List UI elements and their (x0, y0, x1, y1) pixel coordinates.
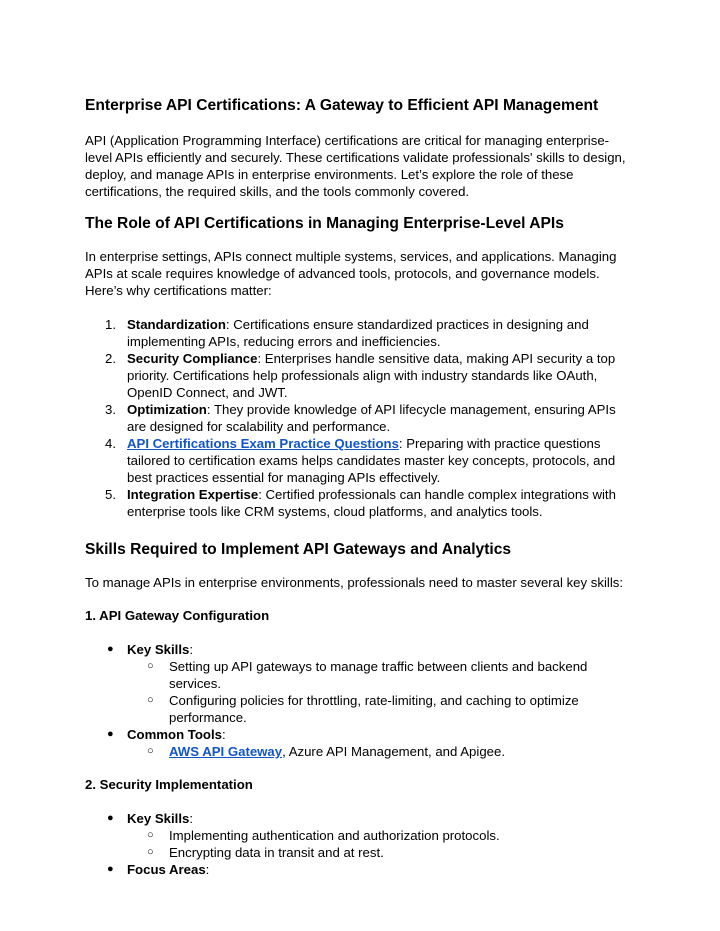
section-heading-role: The Role of API Certifications in Managing Enterprise-Level APIs (85, 215, 564, 232)
list-text: : Certifications ensure standardized practices in designing and implementing APIs, reducing errors and inefficiencies. (127, 317, 589, 349)
list-term: Key Skills (127, 642, 190, 657)
practice-questions-link[interactable]: API Certifications Exam Practice Questions (127, 436, 399, 451)
gateway-bullet-list (85, 641, 635, 760)
section-heading-skills: Skills Required to Implement API Gateways and Analytics (85, 541, 512, 558)
section-role-paragraph: In enterprise settings, APIs connect multiple systems, services, and applications. Managing APIs at scale requires knowledge of advanced tools, protocols, and governance models. Here’s why certifications matter: (85, 249, 617, 298)
security-bullet-list (85, 810, 635, 878)
security-key-skills-list (127, 827, 635, 861)
list-item (85, 486, 635, 520)
list-text: , Azure API Management, and Apigee. (282, 744, 505, 759)
section-skills-paragraph: To manage APIs in enterprise environments, professionals need to master several key skills: (85, 575, 624, 590)
list-term: Common Tools (127, 727, 222, 742)
certification-reasons-list (85, 316, 635, 520)
circle-bullet-icon: ○ (147, 829, 154, 841)
list-item (85, 316, 635, 350)
list-colon: : (189, 811, 193, 826)
list-number: 5. (105, 487, 116, 502)
list-term: Integration Expertise (127, 487, 259, 502)
gateway-key-skills-list (127, 658, 635, 726)
list-item (85, 861, 635, 878)
list-number: 2. (105, 351, 116, 366)
subsection-heading-security: 2. Security Implementation (85, 777, 253, 792)
page-title: Enterprise API Certifications: A Gateway to Efficient API Management (85, 97, 599, 114)
list-number: 3. (105, 402, 116, 417)
list-number: 4. (105, 436, 116, 451)
circle-bullet-icon: ○ (147, 745, 154, 757)
document-content (85, 96, 635, 878)
list-text: Encrypting data in transit and at rest. (169, 845, 384, 860)
list-item (85, 810, 635, 861)
list-item (127, 827, 635, 844)
list-text: Implementing authentication and authorization protocols. (169, 828, 500, 843)
list-item (85, 641, 635, 726)
list-colon: : (205, 862, 210, 877)
list-colon: : (189, 642, 193, 657)
list-item (85, 350, 635, 401)
list-term: Focus Areas (127, 862, 206, 877)
list-text: : Certified professionals can handle complex integrations with enterprise tools like CRM systems, cloud platforms, and analytics tools. (127, 487, 616, 519)
circle-bullet-icon: ○ (147, 694, 154, 706)
intro-paragraph: API (Application Programming Interface) certifications are critical for managing enterprise-level APIs efficiently and securely. These certifications validate professionals' skills to design, deploy, and manage APIs in enterprise environments. Let’s explore the role of these certifications, the required skills, and the tools commonly covered. (85, 133, 626, 199)
list-text: Setting up API gateways to manage traffic between clients and backend services. (169, 659, 588, 691)
bullet-icon: ● (107, 728, 114, 740)
list-item (127, 658, 635, 692)
list-item (85, 726, 635, 760)
list-item (127, 692, 635, 726)
list-colon: : (222, 727, 226, 742)
list-item (127, 844, 635, 861)
list-term: Standardization (127, 317, 226, 332)
list-text: Configuring policies for throttling, rate-limiting, and caching to optimize performance. (169, 693, 579, 725)
gateway-tools-list (127, 743, 635, 760)
circle-bullet-icon: ○ (147, 660, 154, 672)
circle-bullet-icon: ○ (147, 846, 154, 858)
list-term: Key Skills (127, 811, 190, 826)
bullet-icon: ● (107, 812, 114, 824)
list-term: Optimization (127, 402, 207, 417)
list-text: : Preparing with practice questions tailored to certification exams helps candidates master key concepts, protocols, and best practices essential for managing APIs effectively. (127, 436, 616, 485)
bullet-icon: ● (107, 863, 114, 875)
list-item (127, 743, 635, 760)
bullet-icon: ● (107, 643, 114, 655)
list-text: : Enterprises handle sensitive data, making API security a top priority. Certifications help professionals align with industry standards like OAuth, OpenID Connect, and JWT. (127, 351, 616, 400)
list-text: : They provide knowledge of API lifecycle management, ensuring APIs are designed for scalability and performance. (127, 402, 616, 434)
list-item (85, 435, 635, 486)
subsection-heading-gateway: 1. API Gateway Configuration (85, 608, 270, 623)
aws-api-gateway-link[interactable]: AWS API Gateway (169, 744, 283, 759)
list-item (85, 401, 635, 435)
list-number: 1. (105, 317, 116, 332)
list-term: Security Compliance (127, 351, 258, 366)
